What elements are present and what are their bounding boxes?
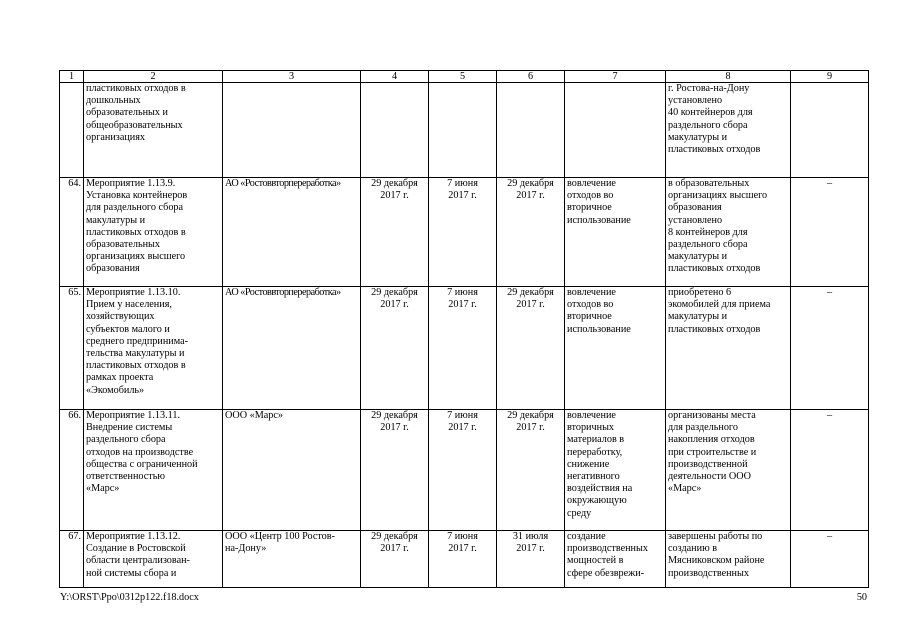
cell-start-date	[429, 83, 497, 178]
column-number-7: 7	[565, 71, 666, 83]
cell-executor: АО «Ростоввторпереработка»	[223, 287, 361, 410]
footer-page-number: 50	[856, 592, 867, 603]
cell-result: г. Ростова-на-Дону установлено 40 контейнеров для раздельного сбора макулатуры и пластиковых отходов	[666, 83, 791, 178]
cell-start-date: 7 июня 2017 г.	[429, 178, 497, 287]
cell-note: –	[791, 287, 869, 410]
cell-num	[60, 83, 84, 178]
events-table	[59, 70, 869, 588]
column-number-1: 1	[60, 71, 84, 83]
cell-event: Мероприятие 1.13.10. Прием у населения, хозяйствующих субъектов малого и среднего предпринима- тельства макулатуры и пластиковых отходов в рамках проекта «Экомобиль»	[84, 287, 223, 410]
table-row	[60, 531, 869, 588]
cell-executor: АО «Ростоввторпереработка»	[223, 178, 361, 287]
column-number-3: 3	[223, 71, 361, 83]
column-number-6: 6	[497, 71, 565, 83]
table-row	[60, 410, 869, 531]
cell-goal: вовлечение вторичных материалов в переработку, снижение негативного воздействия на окружающую среду	[565, 410, 666, 531]
cell-note: –	[791, 531, 869, 588]
cell-end-date	[497, 83, 565, 178]
cell-end-date: 29 декабря 2017 г.	[497, 410, 565, 531]
cell-note	[791, 83, 869, 178]
table-row	[60, 287, 869, 410]
cell-end-date: 29 декабря 2017 г.	[497, 178, 565, 287]
cell-goal: вовлечение отходов во вторичное использование	[565, 287, 666, 410]
cell-event: Мероприятие 1.13.9. Установка контейнеров для раздельного сбора макулатуры и пластиковых отходов в образовательных организациях высшего образования	[84, 178, 223, 287]
cell-result: приобретено 6 экомобилей для приема макулатуры и пластиковых отходов	[666, 287, 791, 410]
cell-plan-date: 29 декабря 2017 г.	[361, 178, 429, 287]
cell-result: в образовательных организациях высшего образования установлено 8 контейнеров для раздельного сбора макулатуры и пластиковых отходов	[666, 178, 791, 287]
cell-note: –	[791, 178, 869, 287]
cell-goal: создание производственных мощностей в сфере обезврежи-	[565, 531, 666, 588]
cell-start-date: 7 июня 2017 г.	[429, 410, 497, 531]
row-number: 64.	[60, 178, 84, 287]
cell-note: –	[791, 410, 869, 531]
cell-end-date: 31 июля 2017 г.	[497, 531, 565, 588]
cell-end-date: 29 декабря 2017 г.	[497, 287, 565, 410]
cell-plan-date: 29 декабря 2017 г.	[361, 531, 429, 588]
column-number-2: 2	[84, 71, 223, 83]
cell-executor: ООО «Центр 100 Ростов- на-Дону»	[223, 531, 361, 588]
column-number-9: 9	[791, 71, 869, 83]
continuation-row	[60, 83, 869, 178]
cell-executor: ООО «Марс»	[223, 410, 361, 531]
row-number: 65.	[60, 287, 84, 410]
cell-plan-date: 29 декабря 2017 г.	[361, 287, 429, 410]
cell-plan-date	[361, 83, 429, 178]
cell-result: организованы места для раздельного накопления отходов при строительстве и производственной деятельности ООО «Марс»	[666, 410, 791, 531]
cell-start-date: 7 июня 2017 г.	[429, 287, 497, 410]
footer-file-path: Y:\ORST\Ppo\0312p122.f18.docx	[60, 592, 199, 603]
cell-goal: вовлечение отходов во вторичное использование	[565, 178, 666, 287]
cell-event: Мероприятие 1.13.12. Создание в Ростовской области централизован- ной системы сбора и	[84, 531, 223, 588]
column-number-5: 5	[429, 71, 497, 83]
cell-event: пластиковых отходов в дошкольных образовательных и общеобразовательных организациях	[84, 83, 223, 178]
column-number-8: 8	[666, 71, 791, 83]
row-number: 67.	[60, 531, 84, 588]
cell-result: завершены работы по созданию в Мясниковском районе производственных	[666, 531, 791, 588]
cell-plan-date: 29 декабря 2017 г.	[361, 410, 429, 531]
column-number-header-row	[60, 71, 869, 83]
cell-goal	[565, 83, 666, 178]
cell-executor	[223, 83, 361, 178]
row-number: 66.	[60, 410, 84, 531]
cell-event: Мероприятие 1.13.11. Внедрение системы раздельного сбора отходов на производстве общества с ограниченной ответственностью «Марс»	[84, 410, 223, 531]
column-number-4: 4	[361, 71, 429, 83]
table-row	[60, 178, 869, 287]
cell-start-date: 7 июня 2017 г.	[429, 531, 497, 588]
